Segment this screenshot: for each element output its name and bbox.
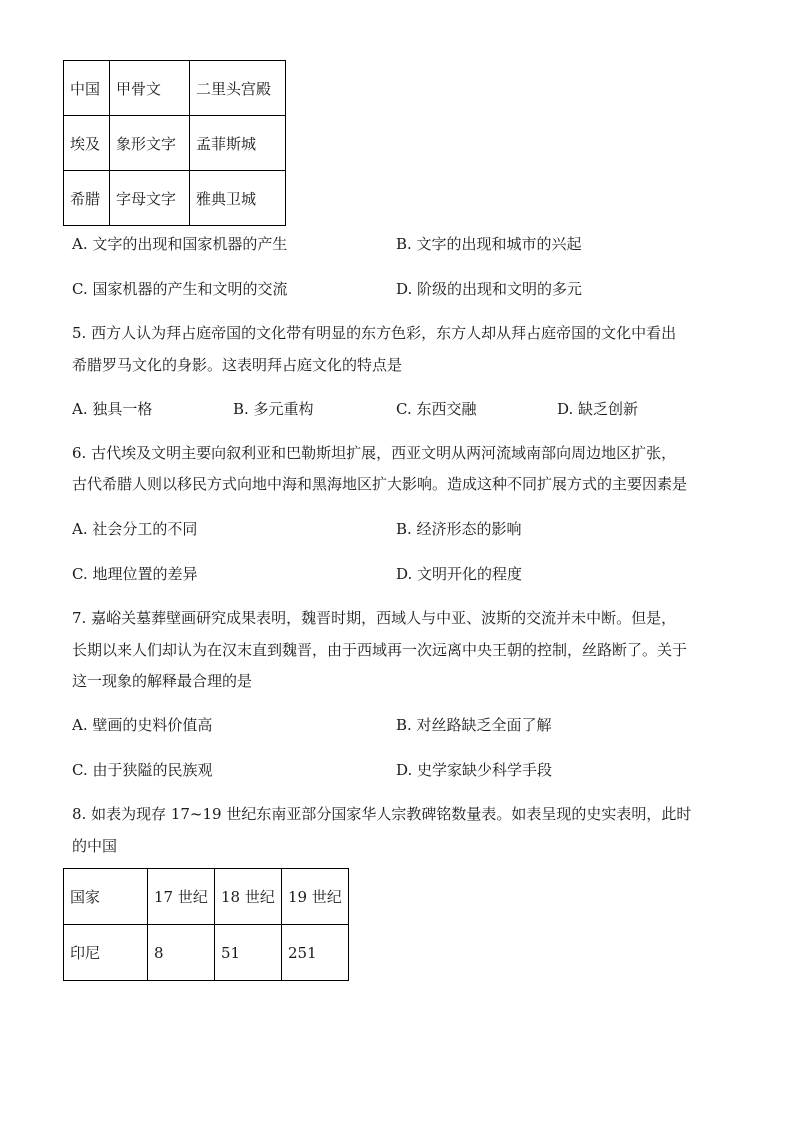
table-row: [64, 925, 349, 981]
q6-option-c: C. 地理位置的差异: [72, 565, 198, 583]
q7-option-a: A. 壁画的史料价值高: [72, 716, 213, 734]
q7-option-c: C. 由于狭隘的民族观: [72, 761, 213, 779]
table-header-cell: 17 世纪: [148, 869, 215, 925]
table-cell: 二里头宫殿: [190, 61, 286, 116]
q6-option-b: B. 经济形态的影响: [396, 520, 522, 538]
q5-option-b: B. 多元重构: [233, 400, 314, 418]
q6-option-a: A. 社会分工的不同: [72, 520, 198, 538]
q4-option-b: B. 文字的出现和城市的兴起: [396, 235, 582, 253]
q5-stem-line: 希腊罗马文化的身影。这表明拜占庭文化的特点是: [72, 356, 403, 374]
q7-option-b: B. 对丝路缺乏全面了解: [396, 716, 552, 734]
q5-option-c: C. 东西交融: [396, 400, 477, 418]
table-header-row: [64, 869, 349, 925]
q5-option-a: A. 独具一格: [72, 400, 153, 418]
table-cell: 希腊: [64, 171, 110, 226]
q6-option-d: D. 文明开化的程度: [396, 565, 523, 583]
table-cell: 象形文字: [110, 116, 190, 171]
table-cell: 中国: [64, 61, 110, 116]
table-header-cell: 国家: [64, 869, 148, 925]
table-cell: 51: [215, 925, 282, 981]
q7-stem-line: 长期以来人们却认为在汉末直到魏晋，由于西域再一次远离中央王朝的控制，丝路断了。关于: [72, 641, 688, 659]
table-row: [64, 171, 286, 226]
table-cell: 雅典卫城: [190, 171, 286, 226]
table-row: [64, 116, 286, 171]
table-cell: 埃及: [64, 116, 110, 171]
civilization-table: [63, 60, 286, 226]
q7-stem-line: 这一现象的解释最合理的是: [72, 672, 253, 690]
q4-option-d: D. 阶级的出现和文明的多元: [396, 280, 583, 298]
q7-stem-line: 7. 嘉峪关墓葬壁画研究成果表明，魏晋时期，西域人与中亚、波斯的交流并未中断。但是，: [72, 609, 677, 627]
q8-stem-line: 8. 如表为现存 17~19 世纪东南亚部分国家华人宗教碑铭数量表。如表呈现的史实表明，此时: [72, 805, 692, 823]
table-header-cell: 19 世纪: [282, 869, 349, 925]
q6-stem-line: 6. 古代埃及文明主要向叙利亚和巴勒斯坦扩展，西亚文明从两河流域南部向周边地区扩张，: [72, 444, 677, 462]
q5-option-d: D. 缺乏创新: [557, 400, 639, 418]
q8-stem-line: 的中国: [72, 837, 118, 855]
q4-option-c: C. 国家机器的产生和文明的交流: [72, 280, 288, 298]
table-cell: 251: [282, 925, 349, 981]
inscription-count-table: [63, 868, 349, 981]
table-cell: 字母文字: [110, 171, 190, 226]
table-cell: 甲骨文: [110, 61, 190, 116]
table-cell: 8: [148, 925, 215, 981]
q7-option-d: D. 史学家缺少科学手段: [396, 761, 553, 779]
table-row: [64, 61, 286, 116]
q6-stem-line: 古代希腊人则以移民方式向地中海和黑海地区扩大影响。造成这种不同扩展方式的主要因素是: [72, 475, 688, 493]
table-cell: 印尼: [64, 925, 148, 981]
table-cell: 孟菲斯城: [190, 116, 286, 171]
table-header-cell: 18 世纪: [215, 869, 282, 925]
q4-option-a: A. 文字的出现和国家机器的产生: [72, 235, 288, 253]
q5-stem-line: 5. 西方人认为拜占庭帝国的文化带有明显的东方色彩，东方人却从拜占庭帝国的文化中看出: [72, 324, 677, 342]
